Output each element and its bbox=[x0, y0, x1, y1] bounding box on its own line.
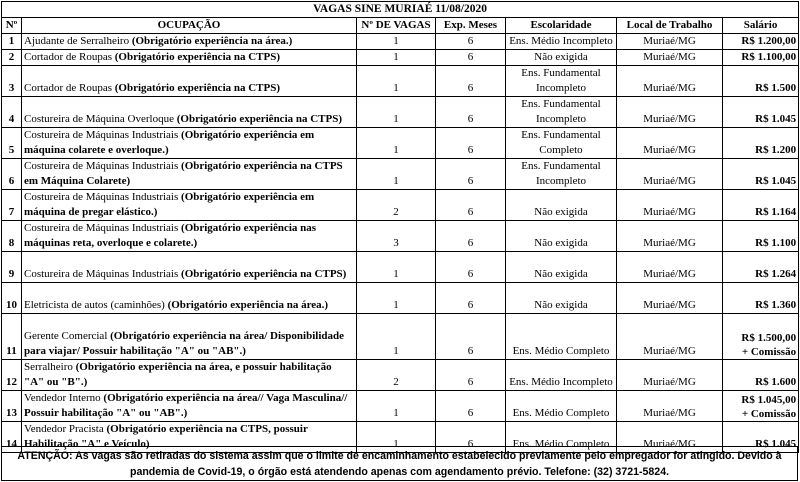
table-row bbox=[2, 360, 799, 391]
salary-amount: R$ 1.264 bbox=[755, 268, 797, 280]
occupation-title: Costureira de Máquinas Industriais bbox=[24, 191, 182, 203]
education-level: Ens. Fundamental Completo bbox=[506, 128, 617, 159]
salary bbox=[723, 314, 799, 360]
salary bbox=[723, 159, 799, 190]
table-row bbox=[2, 159, 799, 190]
salary bbox=[723, 360, 799, 391]
experience-months: 6 bbox=[436, 221, 506, 252]
salary bbox=[723, 50, 799, 66]
occupation-requirement: (Obrigatório experiência na área.) bbox=[131, 35, 293, 47]
occupation-title: Costureira de Máquina Overloque bbox=[24, 113, 177, 125]
education-level: Ens. Médio Incompleto bbox=[506, 34, 617, 50]
occupation-requirement: (Obrigatório experiência na CTPS, possuir Habilitação "A" e Veículo) bbox=[24, 423, 308, 450]
vacancy-count: 2 bbox=[357, 190, 436, 221]
occupation-requirement: (Obrigatório experiência na CTPS em Máquina Colarete) bbox=[24, 160, 343, 187]
experience-months: 6 bbox=[436, 128, 506, 159]
experience-months: 6 bbox=[436, 159, 506, 190]
row-number: 5 bbox=[2, 128, 22, 159]
occupation-cell bbox=[22, 128, 357, 159]
occupation-requirement: (Obrigatório experiência na CTPS) bbox=[114, 51, 281, 63]
experience-months: 6 bbox=[436, 252, 506, 283]
vacancies-table bbox=[1, 1, 799, 453]
vacancy-count: 1 bbox=[357, 283, 436, 314]
education-level: Ens. Médio Completo bbox=[506, 422, 617, 453]
work-location: Muriaé/MG bbox=[617, 360, 723, 391]
occupation-requirement: (Obrigatório experiência em máquina colarete e overloque.) bbox=[24, 129, 315, 156]
occupation-title: Costureira de Máquinas Industriais bbox=[24, 268, 182, 280]
row-number: 12 bbox=[2, 360, 22, 391]
work-location: Muriaé/MG bbox=[617, 221, 723, 252]
vacancy-count: 1 bbox=[357, 314, 436, 360]
salary-amount: R$ 1.100 bbox=[755, 237, 797, 249]
salary bbox=[723, 34, 799, 50]
work-location: Muriaé/MG bbox=[617, 66, 723, 97]
row-number: 9 bbox=[2, 252, 22, 283]
work-location: Muriaé/MG bbox=[617, 422, 723, 453]
salary-amount: R$ 1.200,00 bbox=[741, 35, 797, 47]
table-row bbox=[2, 50, 799, 66]
row-number: 2 bbox=[2, 50, 22, 66]
salary bbox=[723, 221, 799, 252]
work-location: Muriaé/MG bbox=[617, 283, 723, 314]
salary bbox=[723, 66, 799, 97]
header-escolaridade: Escolaridade bbox=[506, 18, 617, 34]
salary-amount: R$ 1.045 bbox=[755, 438, 797, 450]
education-level: Ens. Médio Incompleto bbox=[506, 360, 617, 391]
occupation-requirement: (Obrigatório experiência nas máquinas reta, overloque e colarete.) bbox=[24, 222, 317, 249]
vacancy-count: 3 bbox=[357, 221, 436, 252]
salary-amount: R$ 1.100,00 bbox=[741, 51, 797, 63]
salary-amount: R$ 1.600 bbox=[755, 376, 797, 388]
table-row bbox=[2, 128, 799, 159]
education-level: Não exigida bbox=[506, 50, 617, 66]
row-number: 1 bbox=[2, 34, 22, 50]
salary bbox=[723, 252, 799, 283]
vacancy-count: 1 bbox=[357, 391, 436, 422]
occupation-requirement: (Obrigatório experiência na área, e possuir habilitação "A" ou "B".) bbox=[24, 361, 332, 388]
header-salario: Salário bbox=[723, 18, 799, 34]
occupation-title: Gerente Comercial bbox=[24, 330, 111, 342]
occupation-cell bbox=[22, 252, 357, 283]
education-level: Ens. Fundamental Incompleto bbox=[506, 97, 617, 128]
page-title: VAGAS SINE MURIAÉ 11/08/2020 bbox=[2, 2, 799, 18]
row-number: 8 bbox=[2, 221, 22, 252]
occupation-cell bbox=[22, 159, 357, 190]
header-row bbox=[2, 18, 799, 34]
occupation-requirement: (Obrigatório experiência em máquina de pregar elástico.) bbox=[24, 191, 315, 218]
work-location: Muriaé/MG bbox=[617, 391, 723, 422]
occupation-cell bbox=[22, 50, 357, 66]
education-level: Não exigida bbox=[506, 283, 617, 314]
row-number: 7 bbox=[2, 190, 22, 221]
education-level: Ens. Fundamental Incompleto bbox=[506, 66, 617, 97]
table-row bbox=[2, 34, 799, 50]
vacancy-count: 2 bbox=[357, 360, 436, 391]
occupation-title: Cortador de Roupas bbox=[24, 51, 115, 63]
occupation-cell bbox=[22, 391, 357, 422]
occupation-title: Vendedor Interno bbox=[24, 392, 104, 404]
work-location: Muriaé/MG bbox=[617, 314, 723, 360]
experience-months: 6 bbox=[436, 34, 506, 50]
occupation-cell bbox=[22, 97, 357, 128]
experience-months: 6 bbox=[436, 360, 506, 391]
occupation-title: Cortador de Roupas bbox=[24, 82, 115, 94]
occupation-cell bbox=[22, 34, 357, 50]
occupation-title: Eletricista de autos (caminhões) bbox=[24, 299, 168, 311]
table-row bbox=[2, 283, 799, 314]
salary-amount: R$ 1.500 bbox=[755, 82, 797, 94]
salary-commission: + Comissão bbox=[741, 346, 797, 358]
occupation-requirement: (Obrigatório experiência na área.) bbox=[167, 299, 329, 311]
occupation-title: Costureira de Máquinas Industriais bbox=[24, 160, 182, 172]
row-number: 14 bbox=[2, 422, 22, 453]
experience-months: 6 bbox=[436, 97, 506, 128]
education-level: Não exigida bbox=[506, 221, 617, 252]
row-number: 6 bbox=[2, 159, 22, 190]
salary bbox=[723, 97, 799, 128]
header-exp: Exp. Meses bbox=[436, 18, 506, 34]
vacancies-body bbox=[2, 34, 799, 453]
header-local: Local de Trabalho bbox=[617, 18, 723, 34]
occupation-cell bbox=[22, 190, 357, 221]
experience-months: 6 bbox=[436, 422, 506, 453]
experience-months: 6 bbox=[436, 391, 506, 422]
salary bbox=[723, 283, 799, 314]
vacancy-count: 1 bbox=[357, 34, 436, 50]
vacancy-count: 1 bbox=[357, 66, 436, 97]
education-level: Ens. Fundamental Incompleto bbox=[506, 159, 617, 190]
work-location: Muriaé/MG bbox=[617, 128, 723, 159]
occupation-requirement: (Obrigatório experiência na CTPS) bbox=[114, 82, 281, 94]
salary bbox=[723, 190, 799, 221]
work-location: Muriaé/MG bbox=[617, 159, 723, 190]
salary-amount: R$ 1.360 bbox=[755, 299, 797, 311]
education-level: Não exigida bbox=[506, 252, 617, 283]
salary-amount: R$ 1.500,00 bbox=[741, 332, 797, 344]
occupation-title: Serralheiro bbox=[24, 361, 76, 373]
occupation-requirement: (Obrigatório experiência na CTPS) bbox=[181, 268, 347, 280]
vacancy-count: 1 bbox=[357, 50, 436, 66]
education-level: Ens. Médio Completo bbox=[506, 391, 617, 422]
table-row bbox=[2, 97, 799, 128]
salary-commission: + Comissão bbox=[741, 408, 797, 420]
salary-amount: R$ 1.045 bbox=[755, 175, 797, 187]
experience-months: 6 bbox=[436, 314, 506, 360]
table-row bbox=[2, 252, 799, 283]
work-location: Muriaé/MG bbox=[617, 50, 723, 66]
occupation-cell bbox=[22, 221, 357, 252]
experience-months: 6 bbox=[436, 283, 506, 314]
header-ocupacao: OCUPAÇÃO bbox=[22, 18, 357, 34]
vacancy-count: 1 bbox=[357, 97, 436, 128]
occupation-requirement: (Obrigatório experiência na área/ Disponibilidade para viajar/ Possuir habilitação "A" ou "AB".) bbox=[24, 330, 344, 357]
row-number: 13 bbox=[2, 391, 22, 422]
notice-line-2: pandemia de Covid-19, o órgão está atendendo apenas com agendamento prévio. Telefone: (32) 3721-5824. bbox=[129, 466, 670, 478]
vacancy-count: 1 bbox=[357, 159, 436, 190]
occupation-cell bbox=[22, 66, 357, 97]
table-row bbox=[2, 391, 799, 422]
salary-amount: R$ 1.164 bbox=[755, 206, 797, 218]
occupation-title: Vendedor Pracista bbox=[24, 423, 107, 435]
salary-amount: R$ 1.045,00 bbox=[741, 394, 797, 406]
row-number: 3 bbox=[2, 66, 22, 97]
header-num: Nº bbox=[2, 18, 22, 34]
table-row bbox=[2, 314, 799, 360]
experience-months: 6 bbox=[436, 50, 506, 66]
table-row bbox=[2, 66, 799, 97]
vacancy-count: 1 bbox=[357, 128, 436, 159]
occupation-title: Ajudante de Serralheiro bbox=[24, 35, 132, 47]
work-location: Muriaé/MG bbox=[617, 34, 723, 50]
vacancy-count: 1 bbox=[357, 422, 436, 453]
occupation-title: Costureira de Máquinas Industriais bbox=[24, 222, 182, 234]
occupation-requirement: (Obrigatório experiência na CTPS) bbox=[176, 113, 343, 125]
table-row bbox=[2, 190, 799, 221]
row-number: 10 bbox=[2, 283, 22, 314]
occupation-title: Costureira de Máquinas Industriais bbox=[24, 129, 182, 141]
salary-amount: R$ 1.200 bbox=[755, 144, 797, 156]
table-row bbox=[2, 221, 799, 252]
occupation-cell bbox=[22, 283, 357, 314]
occupation-cell bbox=[22, 314, 357, 360]
work-location: Muriaé/MG bbox=[617, 190, 723, 221]
salary bbox=[723, 391, 799, 422]
notice-line-1: ATENÇÃO: As vagas são retiradas do sistema assim que o limite de encaminhamento estabelecido previamente pelo empregador for atingido. Devido à bbox=[17, 450, 782, 462]
education-level: Não exigida bbox=[506, 190, 617, 221]
work-location: Muriaé/MG bbox=[617, 97, 723, 128]
experience-months: 6 bbox=[436, 190, 506, 221]
vacancy-count: 1 bbox=[357, 252, 436, 283]
row-number: 4 bbox=[2, 97, 22, 128]
work-location: Muriaé/MG bbox=[617, 252, 723, 283]
row-number: 11 bbox=[2, 314, 22, 360]
experience-months: 6 bbox=[436, 66, 506, 97]
attention-notice bbox=[1, 446, 798, 481]
occupation-cell bbox=[22, 360, 357, 391]
header-vagas: Nº DE VAGAS bbox=[357, 18, 436, 34]
occupation-requirement: (Obrigatório experiência na área// Vaga Masculina// Possuir habilitação "A" ou "AB".) bbox=[24, 392, 348, 419]
education-level: Ens. Médio Completo bbox=[506, 314, 617, 360]
salary-amount: R$ 1.045 bbox=[755, 113, 797, 125]
salary bbox=[723, 128, 799, 159]
